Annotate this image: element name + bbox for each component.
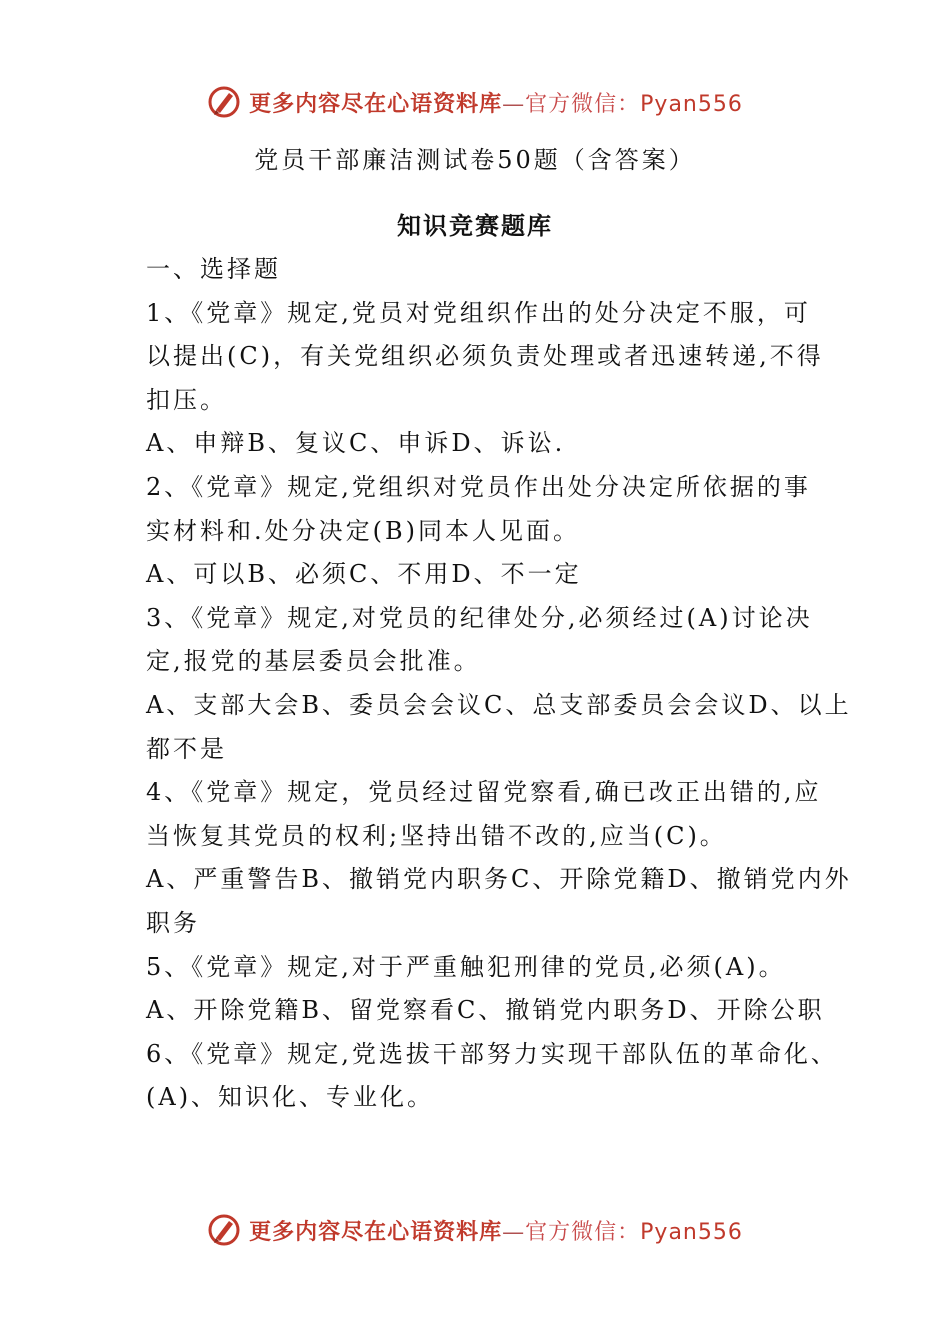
- text-line: 5、《党章》规定,对于严重触犯刑律的党员,必须(A)。: [146, 952, 786, 981]
- section-heading: 一、选择题: [146, 255, 281, 283]
- options-line: A、可以B、必须C、不用D、不一定: [146, 560, 582, 589]
- watermark-dash: —: [502, 1219, 526, 1245]
- watermark-contact: Pyan556: [640, 91, 743, 117]
- text-line: (A)、知识化、专业化。: [146, 1083, 435, 1112]
- question-body: [146, 248, 852, 1120]
- options-line: 职务: [146, 908, 200, 937]
- text-line: 当恢复其党员的权利;坚持出错不改的,应当(C)。: [146, 821, 727, 850]
- watermark-footer: [0, 1208, 950, 1252]
- watermark-header: [0, 80, 950, 124]
- document-subtitle: 知识竞赛题库: [397, 211, 553, 240]
- text-line: 以提出(C)，有关党组织必须负责处理或者迅速转递,不得: [146, 342, 824, 371]
- text-line: 2、《党章》规定,党组织对党员作出处分决定所依据的事: [146, 472, 811, 501]
- watermark-text: [249, 1215, 743, 1246]
- watermark-dash: —: [502, 91, 526, 117]
- text-line: 实材料和.处分决定(B)同本人见面。: [146, 516, 580, 545]
- text-line: 4、《党章》规定，党员经过留党察看,确已改正出错的,应: [146, 778, 822, 807]
- watermark-label: 官方微信：: [525, 1219, 641, 1245]
- watermark-label: 官方微信：: [525, 91, 641, 117]
- document-title: 党员干部廉洁测试卷50题（含答案）: [254, 146, 696, 174]
- text-line: 3、《党章》规定,对党员的纪律处分,必须经过(A)讨论决: [146, 603, 813, 632]
- text-line: 6、《党章》规定,党选拔干部努力实现干部队伍的革命化、: [146, 1039, 838, 1068]
- watermark-contact: Pyan556: [640, 1219, 743, 1245]
- options-line: 都不是: [146, 734, 227, 763]
- options-line: A、申辩B、复议C、申诉D、诉讼.: [146, 429, 566, 458]
- watermark-brand: 更多内容尽在心语资料库: [249, 1218, 503, 1245]
- text-line: 1、《党章》规定,党员对党组织作出的处分决定不服，可: [146, 298, 811, 327]
- text-line: 扣压。: [146, 385, 227, 414]
- options-line: A、支部大会B、委员会会议C、总支部委员会会议D、以上: [146, 690, 852, 719]
- text-line: 定,报党的基层委员会批准。: [146, 647, 481, 676]
- watermark-text: [249, 87, 743, 118]
- options-line: A、开除党籍B、留党察看C、撤销党内职务D、开除公职: [146, 996, 825, 1025]
- watermark-brand: 更多内容尽在心语资料库: [249, 90, 503, 117]
- options-line: A、严重警告B、撤销党内职务C、开除党籍D、撤销党内外: [146, 865, 852, 894]
- pen-logo-icon: [207, 1213, 241, 1247]
- pen-logo-icon: [207, 85, 241, 119]
